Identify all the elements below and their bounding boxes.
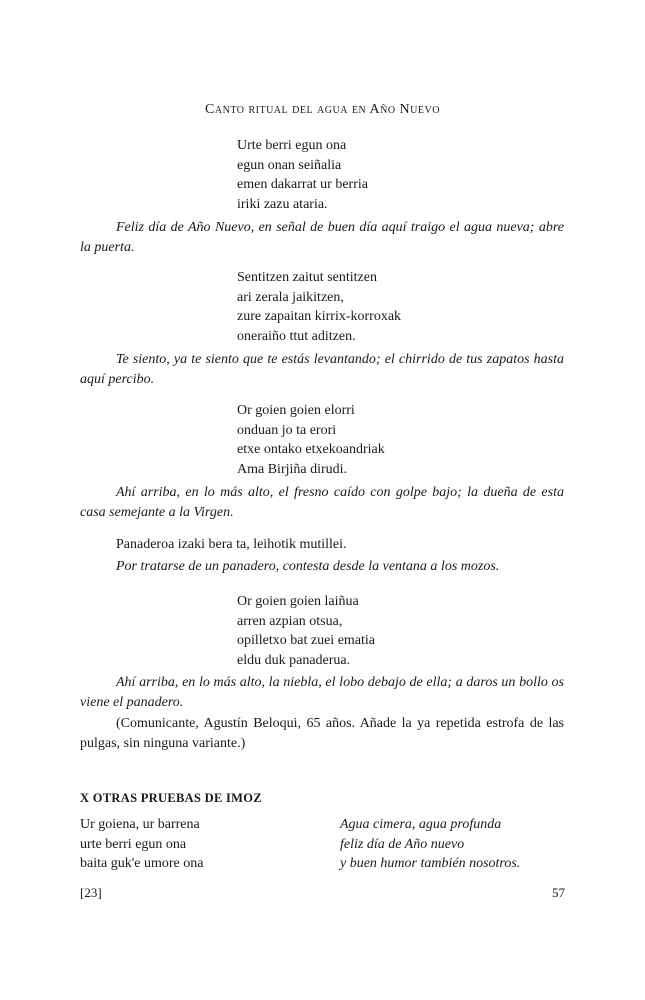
basque-line: Panaderoa izaki bera ta, leihotik mutillei. — [116, 537, 347, 552]
left-verse — [80, 815, 203, 874]
verse-line: Urte berri egun ona — [237, 138, 347, 153]
verse-line: opilletxo bat zuei ematia — [237, 633, 376, 648]
translation-3: Ahí arriba, en lo más alto, el fresno caído con golpe bajo; la dueña de esta casa semejante a la Virgen. — [80, 485, 564, 520]
verse-line: baita guk'e umore ona — [80, 856, 204, 871]
verse-line: Or goien goien elorri — [237, 403, 355, 418]
verse-line: etxe ontako etxekoandriak — [237, 442, 385, 457]
verse-line: onduan jo ta erori — [237, 422, 337, 438]
verse-line: emen dakarrat ur berria — [237, 177, 368, 192]
section-heading: X OTRAS PRUEBAS DE IMOZ — [80, 791, 262, 805]
right-verse — [340, 815, 520, 874]
page-title: Canto ritual del agua en Año Nuevo — [205, 102, 440, 117]
verse-line: y buen humor también nosotros. — [340, 856, 521, 871]
verse-line: Ama Birjiña dirudi. — [237, 461, 348, 477]
verse-line: urte berri egun ona — [80, 836, 187, 852]
verse-line: Sentitzen zaitut sentitzen — [237, 270, 377, 285]
stanza-2 — [237, 268, 401, 346]
verse-line: arren azpian otsua, — [237, 613, 343, 629]
stanza-3 — [237, 401, 385, 479]
stanza-4 — [237, 592, 375, 670]
translation-1: Feliz día de Año Nuevo, en señal de buen día aquí traigo el agua nueva; abre la puerta. — [80, 220, 564, 255]
translation-4: Ahí arriba, en lo más alto, la niebla, el lobo debajo de ella; a daros un bollo os viene el panadero. — [80, 675, 564, 710]
verse-line: iriki zazu ataria. — [237, 196, 328, 212]
translation-2: Te siento, ya te siento que te estás levantando; el chirrido de tus zapatos hasta aquí percibo. — [80, 352, 564, 387]
stanza-1 — [237, 136, 368, 214]
verse-line: ari zerala jaikitzen, — [237, 289, 344, 305]
spanish-line: Por tratarse de un panadero, contesta desde la ventana a los mozos. — [116, 559, 500, 574]
verse-line: zure zapaitan kirrix-korroxak — [237, 309, 402, 324]
verse-line: egun onan seiñalia — [237, 157, 342, 173]
verse-line: eldu duk panaderua. — [237, 652, 351, 668]
verse-line: Or goien goien laiñua — [237, 594, 359, 609]
verse-line: Ur goiena, ur barrena — [80, 817, 200, 832]
verse-line: Agua cimera, agua profunda — [340, 817, 502, 832]
verse-line: oneraiño ttut aditzen. — [237, 328, 356, 344]
informant-note: (Comunicante, Agustín Beloqui, 65 años. Añade la ya repetida estrofa de las pulgas, sin ninguna variante.) — [80, 716, 564, 751]
footer-page-ref: [23] — [80, 885, 102, 900]
verse-line: feliz día de Año nuevo — [340, 836, 465, 852]
page-number: 57 — [552, 885, 565, 900]
